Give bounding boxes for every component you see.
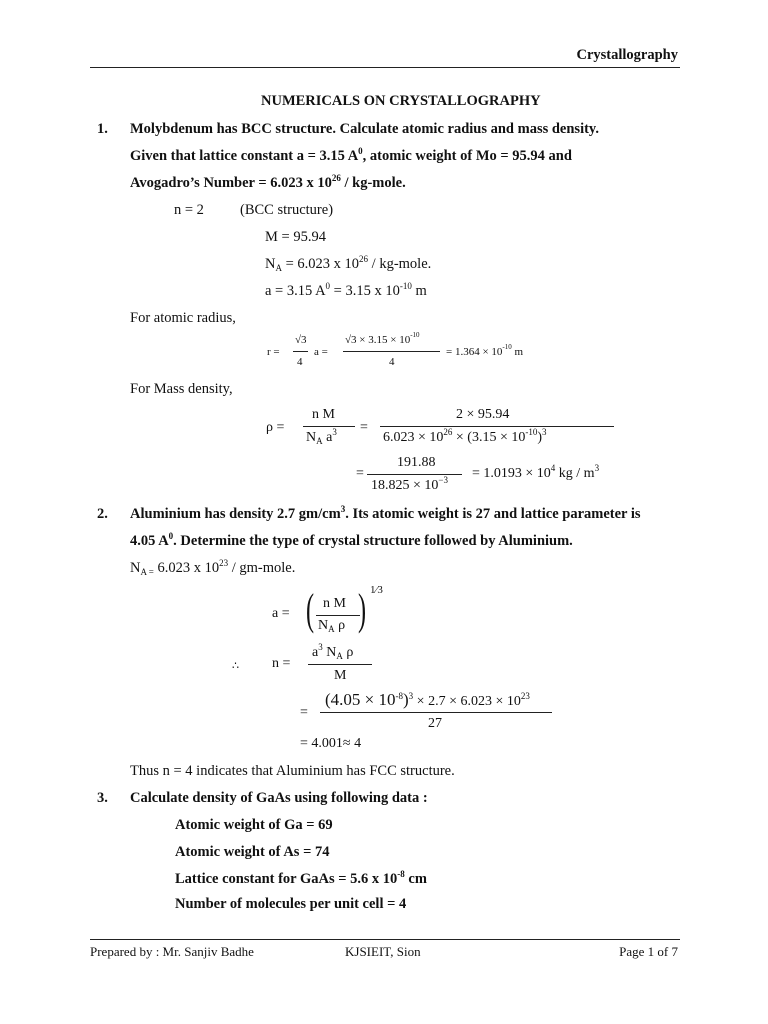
q1-number: 1.: [97, 121, 108, 137]
footer-author: Prepared by : Mr. Sanjiv Badhe: [90, 944, 254, 959]
density-frac2-den: $6.023 \times 10^{26} \times (3.15 \times 10^{-10})^3$: [383, 427, 547, 445]
q2-a-right-paren: ): [358, 585, 367, 634]
density-frac1-num: n M: [312, 407, 335, 422]
q3-item3: Lattice constant for GaAs = 5.6 x $10^{-8}$ cm: [175, 869, 427, 887]
q2-a-left-paren: (: [306, 585, 315, 634]
radius-frac1-line: [293, 351, 308, 352]
q2-n2-frac-line: [320, 712, 552, 713]
q2-n-frac-line: [308, 664, 372, 665]
q2-n-den: M: [334, 668, 347, 683]
q2-n-label: n =: [272, 656, 291, 671]
radius-a-eq: a =: [314, 346, 328, 358]
density-result: = $1.0193 \times 10^4$ kg / $m^3$: [472, 463, 600, 481]
q1-line1: Molybdenum has BCC structure. Calculate atomic radius and mass density.: [130, 121, 599, 137]
q1-line2: Given that lattice constant a = 3.15 $A^0$, atomic weight of Mo = 95.94 and: [130, 146, 572, 164]
therefore-symbol: ∴: [232, 660, 239, 672]
q2-na-value: $N_{A =}$ 6.023 x $10^{23}$ / gm-mole.: [130, 558, 296, 577]
q2-line2: 4.05 $A^0$. Determine the type of crystal structure followed by Aluminium.: [130, 531, 573, 549]
radius-frac2-line: [343, 351, 440, 352]
q2-n-num: $a^3$ $N_A$ ρ: [312, 642, 354, 661]
q2-line1: Aluminium has density 2.7 $gm/cm^3$. Its atomic weight is 27 and lattice parameter is: [130, 504, 641, 522]
q2-n2-den: 27: [428, 716, 442, 731]
radius-result: = $1.364 \times 10^{-10}$ m: [446, 343, 524, 358]
q2-number: 2.: [97, 506, 108, 522]
density-heading: For Mass density,: [130, 381, 233, 397]
q2-a-den: $N_A$ ρ: [318, 618, 346, 634]
running-header: Crystallography: [576, 47, 678, 63]
footer-page-number: Page 1 of 7: [619, 944, 678, 959]
q2-a-num: n M: [323, 596, 346, 611]
q1-n-value: n = 2: [174, 202, 204, 218]
q3-number: 3.: [97, 790, 108, 806]
q1-line3: Avogadro’s Number = 6.023 x $10^{26}$ / kg-mole.: [130, 173, 406, 191]
q3-item1: Atomic weight of Ga = 69: [175, 817, 333, 833]
q2-n2-num: $(4.05 \times 10^{-8})^3 \times 2.7 \times 6.023 \times 10^{23}$: [325, 690, 530, 709]
radius-frac2-den: 4: [389, 356, 395, 368]
density-frac2-num: 2 × 95.94: [456, 407, 510, 422]
document-title: NUMERICALS ON CRYSTALLOGRAPHY: [261, 93, 541, 109]
q1-na-value: $N_A = 6.023$ x $10^{26}$ / kg-mole.: [265, 254, 432, 273]
q2-a-label: a =: [272, 606, 290, 621]
density-frac3-den: $18.825 \times 10^{-3}$: [371, 475, 448, 493]
radius-r-label: r =: [267, 346, 280, 358]
q2-a-frac-line: [316, 615, 360, 616]
q3-item4: Number of molecules per unit cell = 4: [175, 896, 407, 912]
q1-a-value: a = 3.15 $A^0 = 3.15$ x $10^{-10}$ m: [265, 281, 427, 299]
density-eq2: =: [356, 466, 364, 481]
footer-rule: [90, 939, 680, 940]
radius-heading: For atomic radius,: [130, 310, 236, 326]
radius-frac1-den: 4: [297, 356, 303, 368]
footer-institute: KJSIEIT, Sion: [345, 944, 421, 959]
density-frac1-line: [303, 426, 355, 427]
density-frac3-num: 191.88: [397, 455, 436, 470]
q1-m-value: M = 95.94: [265, 229, 326, 245]
radius-frac1-num: √3: [295, 334, 307, 346]
q2-conclusion: Thus n = 4 indicates that Aluminium has FCC structure.: [130, 763, 455, 779]
density-rho-label: ρ =: [266, 420, 285, 435]
q2-n-result: = 4.001≈ 4: [300, 736, 362, 751]
q2-eq3: =: [300, 705, 308, 720]
density-frac2-line: [380, 426, 614, 427]
density-frac1-den: $N_A$ $a^3$: [306, 427, 337, 446]
q3-item2: Atomic weight of As = 74: [175, 844, 330, 860]
q3-line1: Calculate density of GaAs using following data :: [130, 790, 428, 806]
radius-frac2-num: $√3 \times 3.15 \times 10^{-10}$: [345, 331, 420, 346]
q2-a-exponent: 1⁄3: [370, 584, 383, 596]
header-rule: [90, 67, 680, 68]
density-eq1: =: [360, 420, 368, 435]
q1-n-note: (BCC structure): [240, 202, 334, 218]
